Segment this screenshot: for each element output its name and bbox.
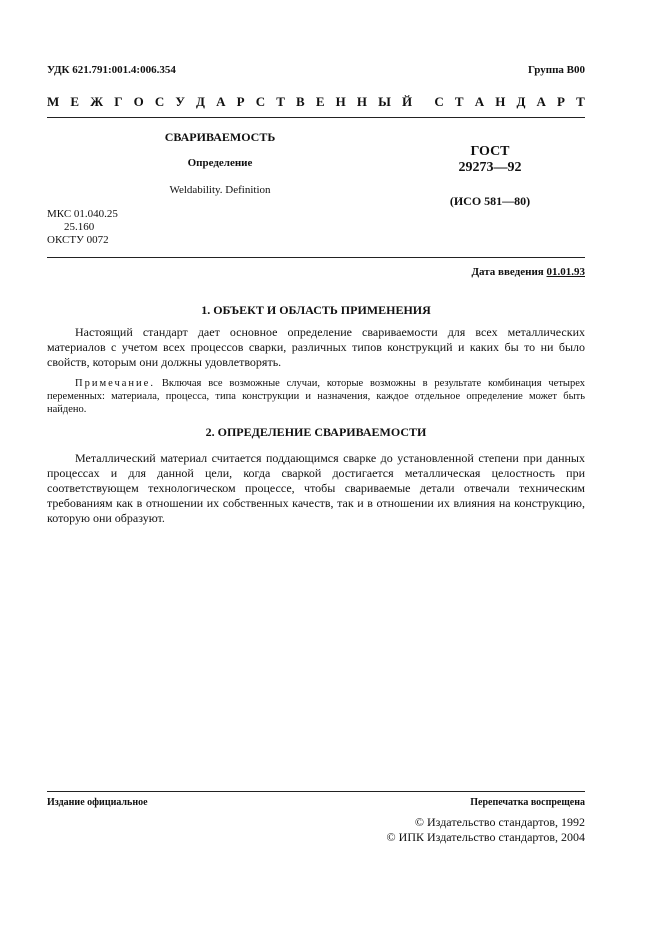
heading-letter: Ы (378, 94, 391, 109)
heading-letter: Е (315, 94, 325, 109)
heading-letter: А (474, 94, 485, 109)
heading-letter: Р (557, 94, 565, 109)
gost-label: ГОСТ (470, 144, 510, 159)
heading-letter: У (175, 94, 185, 109)
heading-letter: С (255, 94, 266, 109)
heading-letter: С (154, 94, 165, 109)
heading-letter: Й (402, 94, 413, 109)
note-text: Включая все возможные случаи, которые возможны в результате комбинация четырех переменных: материала, процесса, типа конструкции и назначения, каждое отдельное определение может быть найдено. (47, 378, 586, 415)
heading-letter: В (296, 94, 305, 109)
gost-number: 29273—92 (458, 160, 522, 175)
copyright-line-1: © Издательство стандартов, 1992 (414, 815, 585, 829)
copyright-line-2: © ИПК Издательство стандартов, 2004 (386, 830, 585, 844)
iso-reference: (ИСО 581—80) (449, 194, 531, 208)
classification-codes (47, 208, 118, 247)
heading-letter: Ж (90, 94, 104, 109)
note-label: Примечание. (75, 378, 155, 389)
heading-letter: Р (236, 94, 245, 109)
udk-code: УДК 621.791:001.4:006.354 (47, 64, 176, 76)
english-title: Weldability. Definition (169, 184, 271, 196)
bottom-divider (47, 791, 585, 792)
section-1-heading: 1. ОБЪЕКТ И ОБЛАСТЬ ПРИМЕНЕНИЯ (201, 303, 431, 317)
heading-letter: Н (495, 94, 506, 109)
mks-code-secondary: 25.160 (64, 221, 95, 233)
heading-letter: Г (114, 94, 123, 109)
heading-letter: А (216, 94, 226, 109)
section-2-heading: 2. ОПРЕДЕЛЕНИЕ СВАРИВАЕМОСТИ (205, 425, 427, 439)
effective-date-value: 01.01.93 (546, 266, 585, 278)
group-code: Группа В00 (527, 64, 585, 76)
heading-letter: А (536, 94, 546, 109)
document-subtitle: Определение (187, 157, 253, 169)
heading-letter: Д (196, 94, 205, 109)
heading-letter: Е (70, 94, 80, 109)
mks-code: МКС 01.040.25 (47, 208, 118, 220)
heading-letter: Т (454, 94, 464, 109)
interstate-standard-heading (47, 94, 585, 110)
effective-date-label: Дата введения (471, 266, 544, 278)
reprint-prohibited-label: Перепечатка воспрещена (470, 797, 585, 808)
official-edition-label: Издание официальное (47, 797, 148, 808)
heading-letter: Т (276, 94, 285, 109)
heading-letter: О (133, 94, 144, 109)
heading-letter: Д (516, 94, 526, 109)
heading-letter: М (47, 94, 60, 109)
section-1-paragraph: Настоящий стандарт дает основное определение свариваемости для всех металлических материалов с учетом всех процессов сварки, различных типов конструкций и каких бы то ни было свойств, которым они должны удовлетворять. (47, 325, 585, 369)
top-divider (47, 117, 585, 118)
heading-letter: Т (576, 94, 585, 109)
middle-divider (47, 257, 585, 258)
heading-letter: Н (335, 94, 346, 109)
effective-date (471, 266, 585, 278)
okstu-code: ОКСТУ 0072 (47, 234, 109, 246)
section-2-paragraph: Металлический материал считается поддающимся сварке до установленной степени при данных процессах и для данной цели, когда сваркой достигается металлическая целостность при соответствующем технологическом процессе, чтобы свариваемые детали отвечали техническим требованиям как в отношении их собственных качеств, так и в отношении их влияния на конструкцию, которую они образуют. (47, 451, 585, 525)
section-1-note (47, 377, 585, 416)
document-title: СВАРИВАЕМОСТЬ (164, 130, 276, 144)
heading-letter: Н (356, 94, 367, 109)
heading-letter: С (434, 94, 444, 109)
